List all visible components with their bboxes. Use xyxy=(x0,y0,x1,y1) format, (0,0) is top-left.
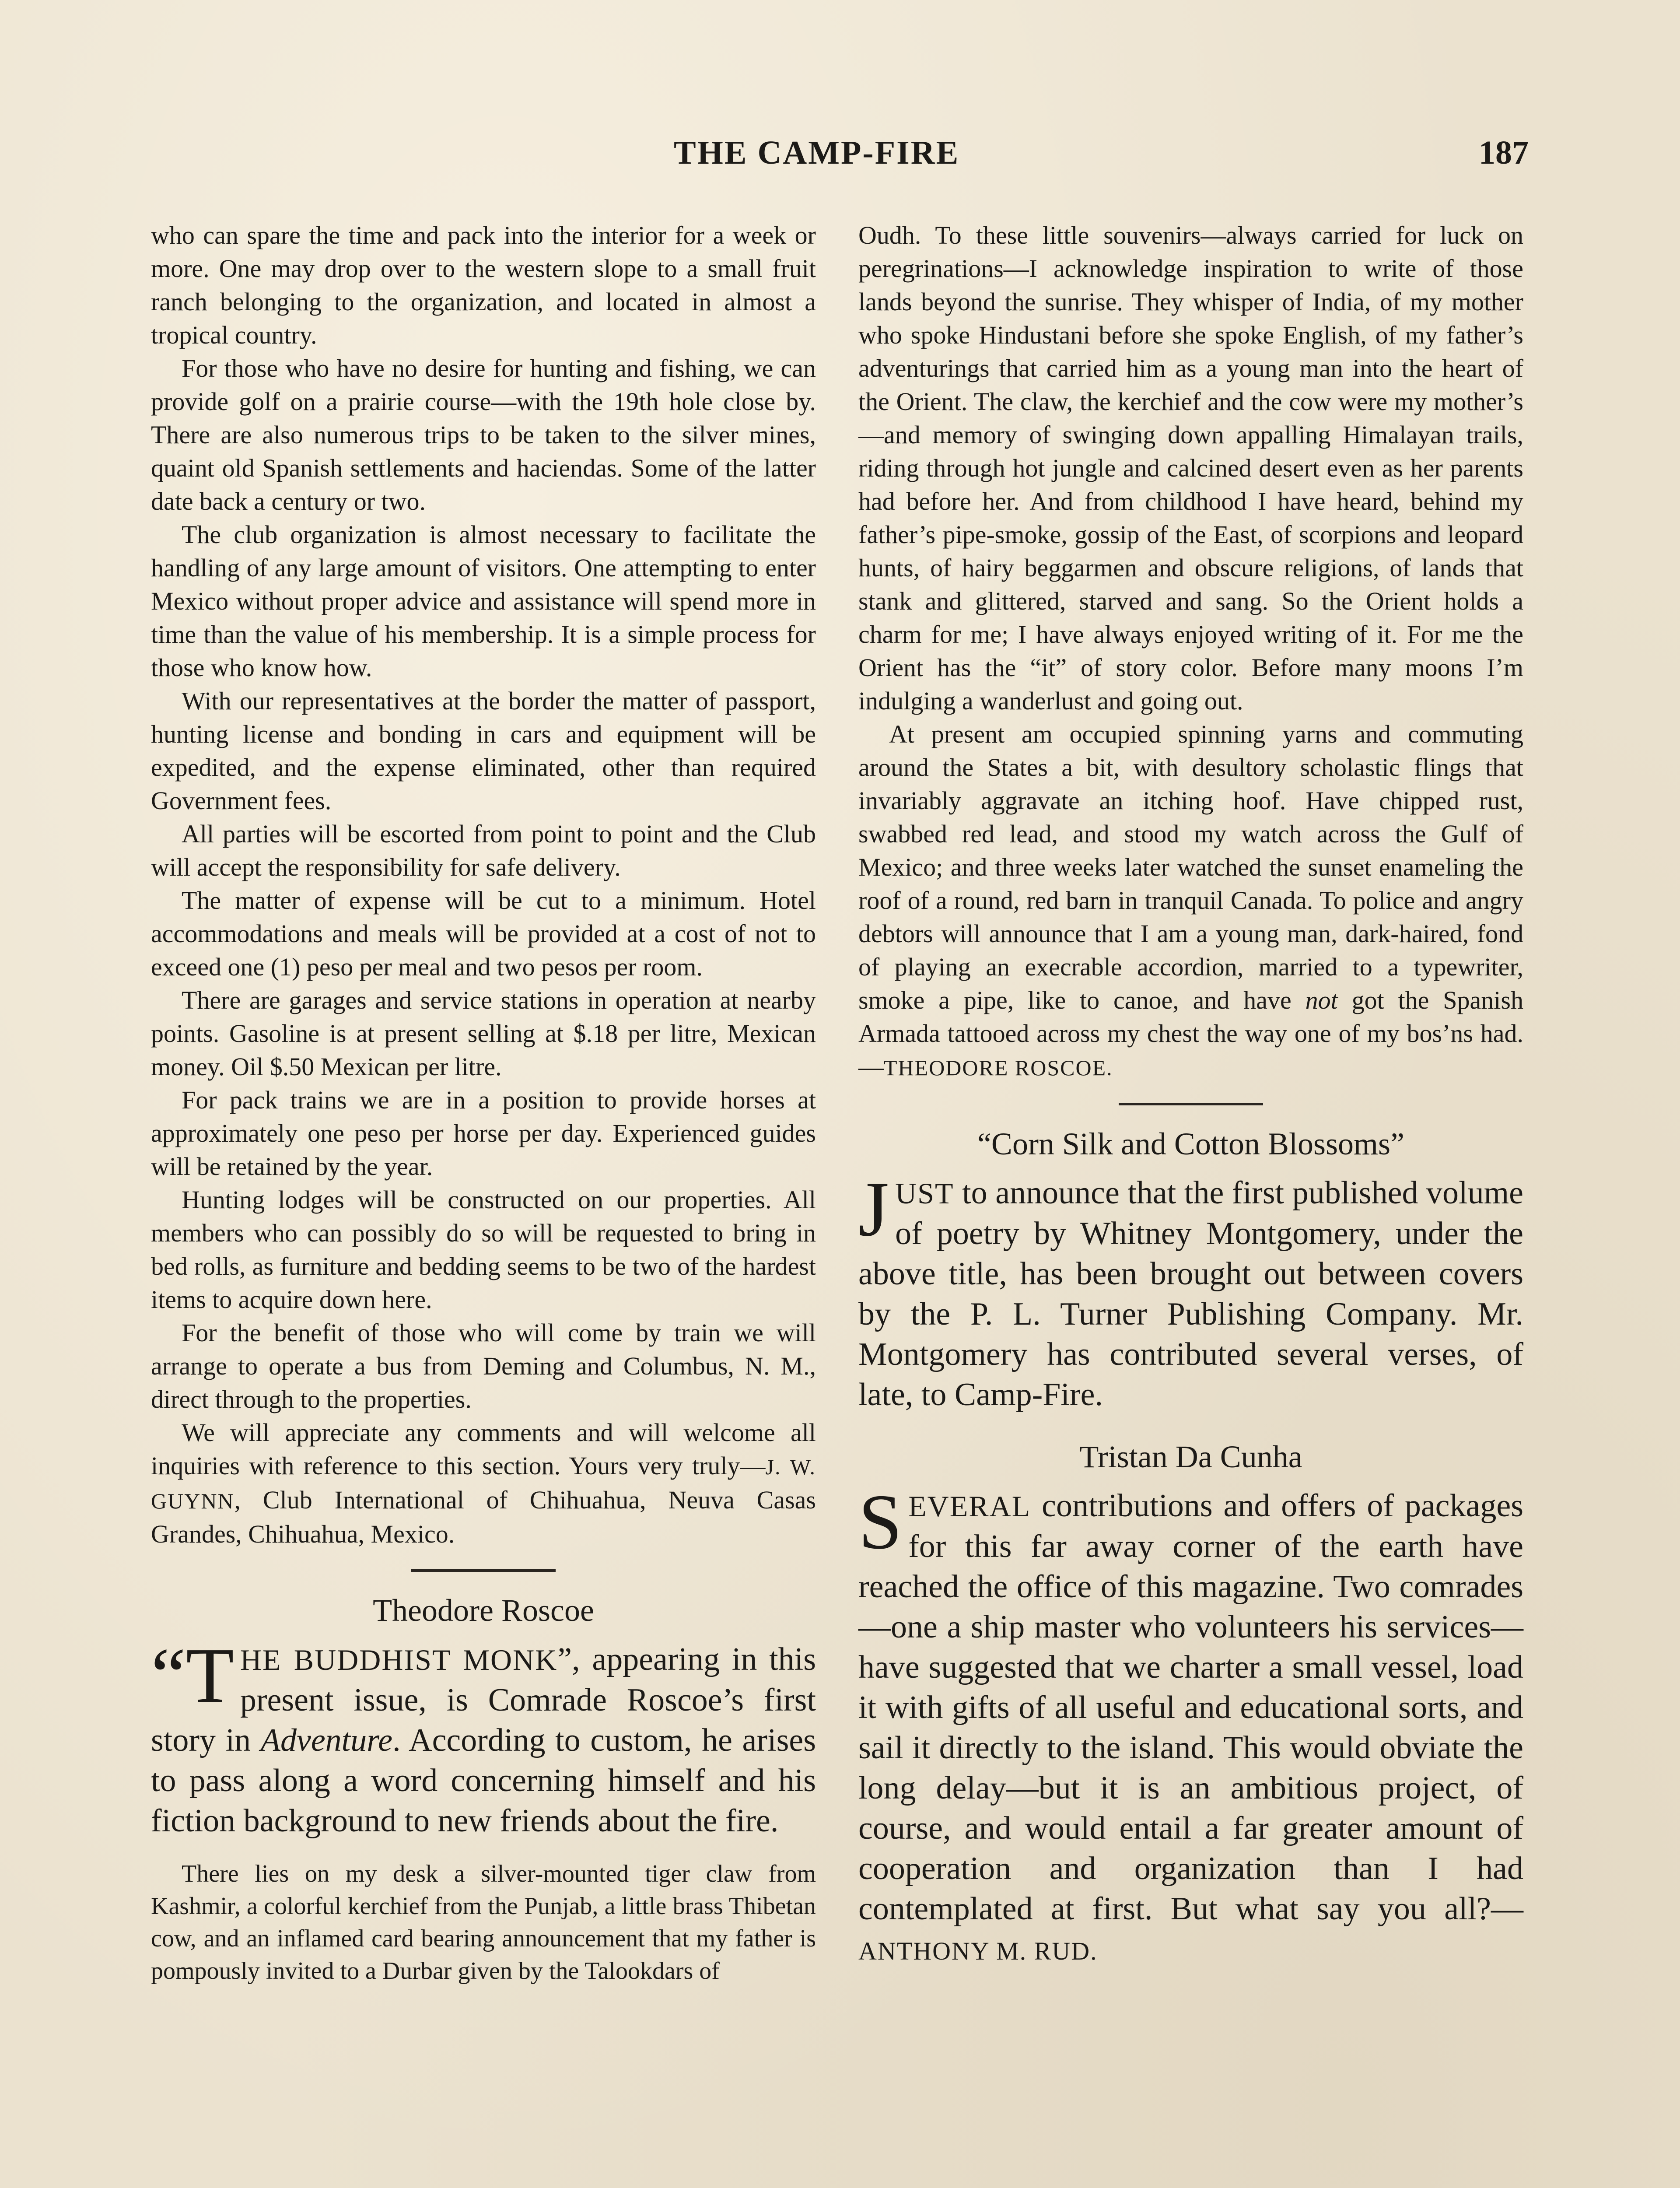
drop-cap: “T xyxy=(151,1632,234,1719)
closing-text-start: We will appreciate any comments and will welcome all inquiries with reference to this section. Yours very truly— xyxy=(151,1418,816,1480)
section-title-roscoe: Theodore Roscoe xyxy=(373,1593,594,1628)
cornsilk-text xyxy=(858,1165,1523,1415)
body-paragraph: All parties will be escorted from point to point and the Club will accept the responsibility for safe delivery. xyxy=(151,820,816,881)
body-paragraph xyxy=(858,718,1523,1084)
signature-rud: ANTHONY M. RUD. xyxy=(858,1937,1098,1965)
roscoe-last-text-end: got the Spanish Armada tattooed across my chest the way one of my bos’ns had.— xyxy=(858,986,1523,1081)
body-paragraph: The club organization is almost necessary to facilitate the handling of any large amount of visitors. One attempting to enter Mexico without proper advice and assistance will spend more in time than the value of his membership. It is a simple process for those who know how. xyxy=(151,520,816,682)
body-paragraph: With our representatives at the border the matter of passport, hunting license and bonding in cars and equipment will be expedited, and the expense eliminated, other than required Government fees. xyxy=(151,687,816,815)
closing-paragraph xyxy=(151,1416,816,1551)
left-column xyxy=(151,219,816,1987)
roscoe-intro xyxy=(151,1632,816,1841)
body-paragraph: For those who have no desire for hunting and fishing, we can provide golf on a prairie course—with the 19th hole close by. There are also numerous trips to be taken to the silver mines, quaint old Spanish settlements and haciendas. Some of the latter date back a century or two. xyxy=(151,354,816,515)
body-paragraph: There are garages and service stations in operation at nearby points. Gasoline is at present selling at $.18 per litre, Mexican money. Oil $.50 Mexican per litre. xyxy=(151,986,816,1081)
body-paragraph: For the benefit of those who will come by train we will arrange to operate a bus from Deming and Columbus, N. M., direct through to the properties. xyxy=(151,1318,816,1413)
section-divider xyxy=(411,1569,556,1572)
intro-text: ”, appearing in this present issue, is Comrade Roscoe’s first story in xyxy=(151,1641,816,1758)
smallcaps-lead: UST xyxy=(895,1177,954,1210)
intro-text-end: . According to custom, he arises to pass along a word concerning himself and his fiction background to new friends about the fire. xyxy=(151,1722,816,1839)
closing-text-end: , Club International of Chihuahua, Neuva Casas Grandes, Chihuahua, Mexico. xyxy=(151,1486,816,1548)
right-column xyxy=(858,219,1523,1971)
emphasis: not xyxy=(1305,986,1338,1014)
roscoe-letter-start: There lies on my desk a silver-mounted tiger claw from Kashmir, a colorful kerchief from the Punjab, a little brass Thibetan cow, and an inflamed card bearing announcement that my father is pompously invited to a Durbar given by the Talookdars of xyxy=(151,1860,816,1985)
closing-signature: J. W. GUYNN xyxy=(151,1455,816,1513)
tristan-text xyxy=(858,1478,1523,1971)
section-title-cornsilk: “Corn Silk and Cotton Blossoms” xyxy=(977,1126,1405,1161)
body-paragraph: The matter of expense will be cut to a minimum. Hotel accommodations and meals will be provided at a cost of not to exceed one (1) peso per meal and two pesos per room. xyxy=(151,886,816,981)
body-paragraph: who can spare the time and pack into the interior for a week or more. One may drop over to the western slope to a small fruit ranch belonging to the organization, and located in almost a tropical country. xyxy=(151,221,816,349)
smallcaps-lead: EVERAL xyxy=(908,1490,1031,1523)
page-number: 187 xyxy=(1479,134,1529,171)
section-title-tristan: Tristan Da Cunha xyxy=(1079,1439,1302,1474)
story-title-smallcaps: HE BUDDHIST MONK xyxy=(240,1643,558,1676)
cornsilk-body: to announce that the first published volume of poetry by Whitney Montgomery, under the above title, has been brought out between covers by the P. L. Turner Publishing Company. Mr. Montgomery has contributed several verses, of late, to Camp-Fire. xyxy=(858,1175,1523,1413)
running-head: THE CAMP-FIRE xyxy=(674,134,960,171)
body-paragraph: Oudh. To these little souvenirs—always carried for luck on peregrinations—I acknowledge inspiration to write of those lands beyond the sunrise. They whisper of India, of my mother who spoke Hindustani before she spoke English, of my father’s adventurings that carried him as a young man into the heart of the Orient. The claw, the kerchief and the cow were my mother’s—and memory of swinging down appalling Himalayan trails, riding through hot jungle and calcined desert even as her parents had before her. And from childhood I have heard, behind my father’s pipe-smoke, gossip of the East, of scorpions and leopard hunts, of hairy beggarmen and obscure religions, of lands that stank and glittered, starved and sang. So the Orient holds a charm for me; I have always enjoyed writing of it. For me the Orient has the “it” of story color. Before many moons I’m indulging a wanderlust and going out. xyxy=(858,221,1523,715)
body-paragraph: For pack trains we are in a position to provide horses at approximately one peso per horse per day. Experienced guides will be retained by the year. xyxy=(151,1086,816,1181)
roscoe-last-text: At present am occupied spinning yarns and commuting around the States a bit, with desultory scholastic flings that invariably aggravate an itching hoof. Have chipped rust, swabbed red lead, and stood my watch across the Gulf of Mexico; and three weeks later watched the sunset enameling the roof of a round, red barn in tranquil Canada. To police and angry debtors will announce that I am a young man, dark-haired, fond of playing an execrable accordion, married to a typewriter, smoke a pipe, like to canoe, and have xyxy=(858,720,1523,1014)
signature-roscoe: THEODORE ROSCOE. xyxy=(884,1055,1113,1080)
magazine-name: Adventure xyxy=(260,1722,393,1758)
body-paragraph: Hunting lodges will be constructed on our properties. All members who can possibly do so will be requested to bring in bed rolls, as furniture and bedding seems to be two of the hardest items to acquire down here. xyxy=(151,1185,816,1314)
drop-cap: S xyxy=(858,1478,903,1565)
tristan-body: contributions and offers of packages for this far away corner of the earth have reached the office of this magazine. Two comrades—one a ship master who volunteers his services—have suggested that we charter a small vessel, load it with gifts of all useful and educational sorts, and sail it directly to the island. This would obviate the long delay—but it is an ambitious project, of course, and would entail a far greater amount of cooperation and organization than I had contemplated at first. But what say you all?— xyxy=(858,1488,1523,1927)
drop-cap: J xyxy=(858,1165,889,1252)
section-divider xyxy=(1119,1103,1263,1105)
